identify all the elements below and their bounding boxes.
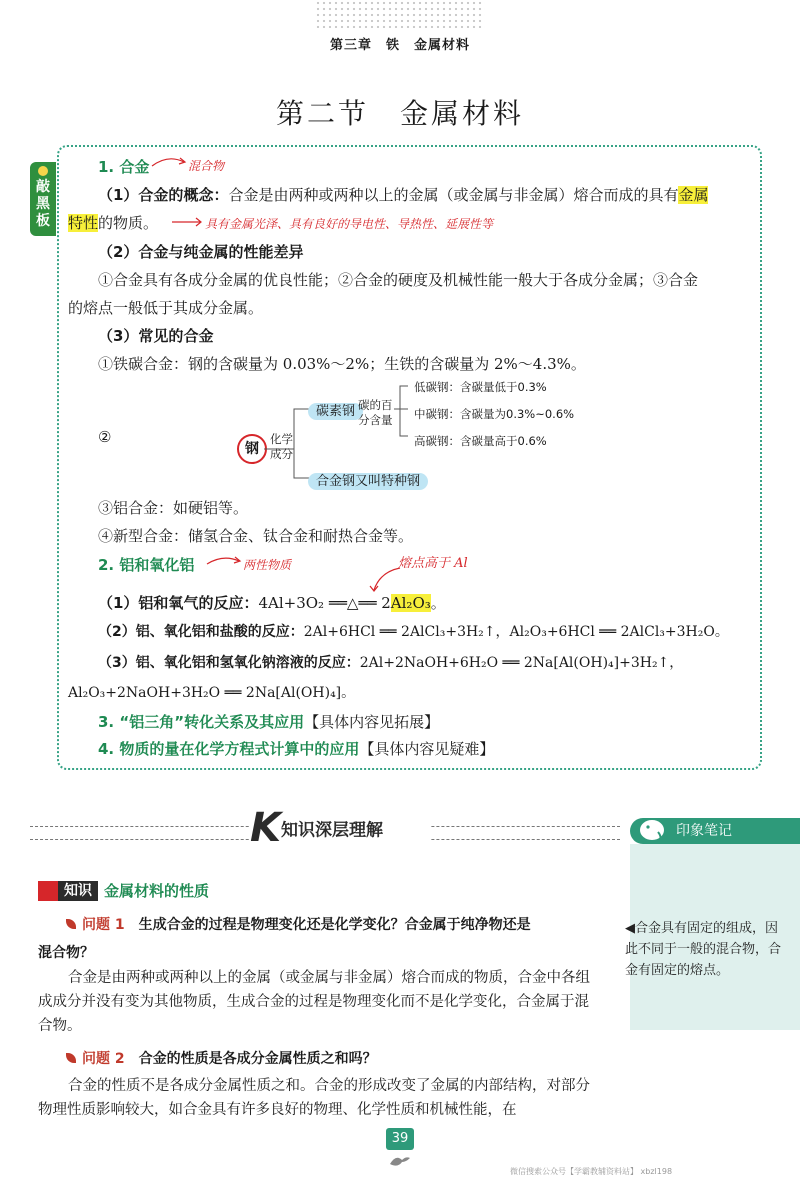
q1-number: 问题 1 [82, 917, 125, 933]
knowledge-label: 知识 [58, 881, 98, 901]
reaction-2 [98, 621, 729, 643]
question-2 [66, 1048, 377, 1070]
book-icon [38, 881, 58, 901]
oxide-handwritten-note: 熔点高于 Al [398, 556, 468, 571]
section-title-box [250, 805, 430, 851]
annotation-arrow-2 [170, 214, 204, 228]
q2-number: 问题 2 [82, 1051, 125, 1067]
section-3-heading [98, 711, 439, 733]
concept-text-2: 的物质。 [98, 214, 159, 232]
r3-label: （3）铝、氧化铝和氢氧化钠溶液的反应： [98, 655, 360, 671]
alloy-steel-node [308, 470, 428, 489]
chapter-header: 第三章 铁 金属材料 [329, 38, 470, 53]
q2-text: 合金的性质是各成分金属性质之和吗？ [138, 1051, 377, 1067]
section-1-heading [98, 156, 149, 178]
s2-title: 2. 铝和氧化铝 [98, 556, 195, 574]
footer-watermark: 微信搜索公众号【学霸教辅资料站】 xbzl198 [510, 1167, 673, 1176]
carbon-steel-node [308, 400, 363, 419]
branch-label-2: 成分 [270, 447, 293, 461]
alloy-steel-label: 合金钢又叫特种钢 [308, 473, 428, 490]
line-concept-2 [68, 212, 158, 234]
carbon-label-1: 碳的百 [358, 398, 393, 412]
annotation-arrow-3 [205, 552, 245, 570]
bulb-icon [38, 166, 48, 176]
highlight-al2o3: Al₂O₃ [390, 594, 431, 612]
side-tab-label: 印象笔记 [676, 823, 732, 839]
line-new-alloy: ④新型合金：储氢合金、钛合金和耐热合金等。 [98, 527, 414, 545]
carbon-content-label [358, 398, 393, 428]
reaction-4: Al₂O₃+2NaOH+3H₂O ══ 2Na[Al(OH)₄]。 [68, 685, 356, 701]
section-2-heading [98, 554, 194, 576]
page-number: 39 [386, 1128, 414, 1150]
line-concept [98, 184, 708, 206]
s1-title: 1. 合金 [98, 158, 150, 176]
section-title: 知识深层理解 [281, 820, 383, 841]
reaction-3 [98, 652, 683, 674]
sidebar-tab-label: 敲黑板 [36, 179, 50, 229]
highlight-metal: 金属 [678, 186, 709, 204]
s4-title: 4. 物质的量在化学方程式计算中的应用 [98, 740, 360, 758]
answer-2: 合金的性质不是各成分金属性质之和。合金的形成改变了金属的内部结构，对部分物理性质影响较大，如合金具有许多良好的物理、化学性质和机械性能，在 [38, 1078, 590, 1118]
knowledge-heading [38, 880, 209, 901]
s4-tail: 【具体内容见疑难】 [359, 740, 495, 758]
line-diff-2: 的熔点一般低于其成分金属。 [68, 299, 264, 317]
steel-root: 钢 [237, 434, 267, 464]
line-steel-num: ② [98, 428, 112, 446]
highlight-property: 特性 [68, 214, 99, 232]
line-aluminum-alloy: ③铝合金：如硬铝等。 [98, 499, 249, 517]
s1-handwritten-note: 混合物 [188, 159, 225, 173]
side-note-text: ◀合金具有固定的组成，因此不同于一般的混合物，合金有固定的熔点。 [625, 921, 782, 978]
carbon-label-2: 分含量 [358, 413, 393, 427]
high-carbon-steel: 高碳钢：含碳量高于0.6% [414, 434, 547, 448]
tree-branch-label [270, 432, 293, 462]
page-title: 第二节 金属材料 [275, 97, 524, 130]
r2-equation: 2Al+6HCl ══ 2AlCl₃+3H₂↑，Al₂O₃+6HCl ══ 2AlCl₃+3H₂O。 [303, 624, 729, 640]
r3-equation: 2Al+2NaOH+6H₂O ══ 2Na[Al(OH)₄]+3H₂↑， [359, 655, 684, 671]
r1-label: （1）铝和氧气的反应： [98, 594, 259, 612]
q1-text: 生成合金的过程是物理变化还是化学变化？合金属于纯净物还是 [138, 917, 531, 933]
property-handwritten-note: 具有金属光泽、具有良好的导电性、导热性、延展性等 [205, 217, 494, 231]
mid-carbon-steel: 中碳钢：含碳量为0.3%~0.6% [414, 407, 575, 421]
annotation-arrow-4 [368, 566, 404, 594]
r1-end: 。 [430, 594, 446, 612]
s3-tail: 【具体内容见拓展】 [304, 713, 440, 731]
line-diff-1: ①合金具有各成分金属的优良性能；②合金的硬度及机械性能一般大于各成分金属；③合金 [98, 271, 699, 289]
knowledge-title: 金属材料的性质 [104, 882, 210, 900]
section-4-heading [98, 738, 494, 760]
concept-text: 合金是由两种或两种以上的金属（或金属与非金属）熔合而成的具有 [228, 186, 679, 204]
annotation-arrow [150, 152, 190, 172]
branch-label-1: 化学 [270, 432, 293, 446]
leaf-icon [66, 1053, 76, 1063]
line-diff-label: （2）合金与纯金属的性能差异 [98, 243, 304, 261]
sidebar-tab [30, 162, 56, 236]
r2-label: （2）铝、氧化铝和盐酸的反应： [98, 624, 304, 640]
q1-text-2: 混合物？ [38, 945, 94, 961]
header-dot-pattern [315, 0, 485, 28]
concept-label: （1）合金的概念： [98, 186, 229, 204]
question-1 [66, 914, 626, 936]
line-common-label: （3）常见的合金 [98, 327, 214, 345]
s2-handwritten-note: 两性物质 [243, 558, 292, 572]
r1-equation: 4Al+3O₂ ══△══ 2 [258, 594, 391, 612]
answer-1: 合金是由两种或两种以上的金属（或金属与非金属）熔合而成的物质，合金中各组成成分并没有变为其他物质，生成合金的过程是物理变化而不是化学变化，合金属于混合物。 [38, 970, 590, 1034]
elephant-icon [636, 814, 670, 844]
k-letter: K [250, 805, 281, 851]
line-iron-carbon: ①铁碳合金：钢的含碳量为 0.03%～2%；生铁的含碳量为 2%～4.3%。 [98, 355, 586, 373]
low-carbon-steel: 低碳钢：含碳量低于0.3% [414, 380, 547, 394]
reaction-1 [98, 592, 446, 614]
leaf-icon [66, 919, 76, 929]
s3-title: 3. “铝三角”转化关系及其应用 [98, 713, 305, 731]
carbon-steel-label: 碳素钢 [308, 403, 363, 420]
bird-icon [388, 1152, 412, 1170]
